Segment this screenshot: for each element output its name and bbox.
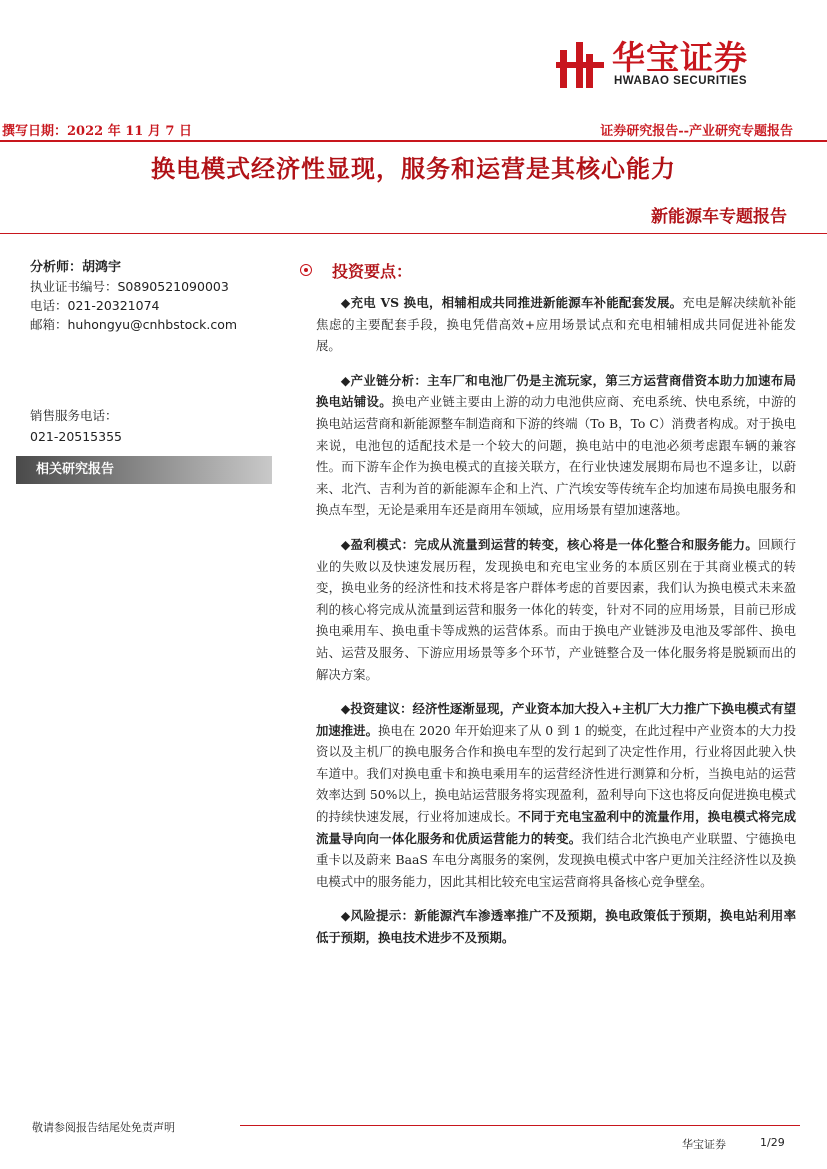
analyst-cert: 执业证书编号：S0890521090003 bbox=[30, 279, 229, 294]
key-point-paragraph bbox=[316, 534, 796, 685]
title-divider bbox=[0, 233, 827, 234]
key-point-text: 充电是解决续航补能焦虑的主要配套手段，换电凭借高效+应用场景试点和充电相辅相成共同促进补能发展。 bbox=[316, 295, 797, 354]
report-date: 撰写日期：2022 年 11 月 7 日 bbox=[2, 124, 192, 139]
key-point-text-2: 我们结合北汽换电产业联盟、宁德换电重卡以及蔚来 BaaS 车电分离服务的案例，发现换电模式中客户更加关注经济性以及换电模式中的服务能力，因此其相比较充电宝运营商将具备核心竞争壁垒。 bbox=[316, 830, 797, 889]
key-point-lead: ◆风险提示：新能源汽车渗透率推广不及预期，换电政策低于预期，换电站利用率低于预期，换电技术进步不及预期。 bbox=[316, 908, 796, 946]
key-point-text: 换电在 2020 年开始迎来了从 0 到 1 的蜕变，在此过程中产业资本的大力投资以及主机厂的换电服务合作和换电车型的发行起到了决定性作用，行业将因此驶入快车道中。我们对换电重卡和换电乘用车的运营经济性进行测算和分析，当换电站的运营效率达到 50%以上，换电站运营服务将实现盈利，盈利导向下这也将反向促进换电模式的持续快速发展，行业将加速成长。 bbox=[316, 722, 797, 825]
footer-divider bbox=[240, 1125, 800, 1126]
disclaimer-note: 敬请参阅报告结尾处免责声明 bbox=[32, 1121, 175, 1134]
company-logo-icon bbox=[556, 40, 606, 90]
key-points-body bbox=[316, 292, 796, 962]
bullet-target-icon bbox=[300, 264, 312, 276]
logo-chinese-name: 华宝证券 bbox=[612, 38, 748, 77]
report-subtitle: 新能源车专题报告 bbox=[651, 207, 787, 227]
sales-contact bbox=[30, 405, 122, 447]
key-point-paragraph bbox=[316, 292, 796, 357]
key-point-lead-2: 不同于充电宝盈利中的流量作用，换电模式将完成流量导向向一体化服务和优质运营能力的转变。 bbox=[316, 809, 797, 846]
key-point-text: 换电产业链主要由上游的动力电池供应商、充电系统、快电系统，中游的换电站运营商和新能源整车制造商和下游的终端（To B，To C）消费者构成。对于换电来说，电池包的适配技术是一个较大的问题，换电站中的电池必须考虑跟车辆的兼容性。而下游车企作为换电模式的直接关联方，在行业快速发展期布局也不遑多让，以蔚来、北汽、吉利为首的新能源车企和上汽、广汽埃安等传统车企均加速布局换电服务和换点车型，无论是乘用车还是商用车领域，应用场景有望加速落地。 bbox=[316, 394, 797, 518]
sales-phone: 021-20515355 bbox=[30, 429, 122, 444]
analyst-info bbox=[30, 258, 280, 334]
header-divider bbox=[0, 140, 827, 142]
related-reports-header: 相关研究报告 bbox=[16, 456, 272, 484]
key-point-paragraph bbox=[316, 905, 796, 948]
analyst-phone: 电话：021-20321074 bbox=[30, 298, 160, 313]
report-type: 证券研究报告--产业研究专题报告 bbox=[600, 124, 793, 139]
key-point-lead: ◆盈利模式：完成从流量到运营的转变，核心将是一体化整合和服务能力。 bbox=[340, 536, 759, 552]
page-number: 1/29 bbox=[760, 1136, 785, 1149]
key-point-lead: ◆投资建议：经济性逐渐显现，产业资本加大投入+主机厂大力推广下换电模式有望加速推进。 bbox=[316, 701, 796, 738]
analyst-name: 分析师：胡鸿宇 bbox=[30, 260, 122, 275]
report-title: 换电模式经济性显现，服务和运营是其核心能力 bbox=[151, 154, 676, 183]
analyst-email: 邮箱：huhongyu@cnhbstock.com bbox=[30, 317, 238, 332]
logo-english-name: HWABAO SECURITIES bbox=[614, 75, 748, 87]
key-point-paragraph bbox=[316, 698, 796, 892]
key-point-lead: ◆充电 VS 换电，相辅相成共同推进新能源车补能配套发展。 bbox=[340, 295, 683, 310]
footer-company: 华宝证券 bbox=[682, 1138, 726, 1151]
key-point-paragraph bbox=[316, 370, 796, 521]
sales-label: 销售服务电话： bbox=[30, 408, 118, 423]
key-point-text: 回顾行业的失败以及快速发展历程，发现换电和充电宝业务的本质区别在于其商业模式的转变，换电业务的经济性和技术将是客户群体考虑的首要因素，我们认为换电模式未来盈利的核心将完成从流量到运营和服务一体化的转变，针对不同的应用场景，目前已形成换电乘用车、换电重卡等成熟的运营体系。而由于换电产业链涉及电池及零部件、换电站、运营及服务、下游应用场景等多个环节，产业链整合及一体化服务将是脱颖而出的解决方案。 bbox=[316, 536, 796, 682]
key-point-lead: ◆产业链分析：主车厂和电池厂仍是主流玩家，第三方运营商借资本助力加速布局换电站铺设。 bbox=[316, 372, 796, 410]
key-points-heading: 投资要点： bbox=[332, 262, 413, 281]
